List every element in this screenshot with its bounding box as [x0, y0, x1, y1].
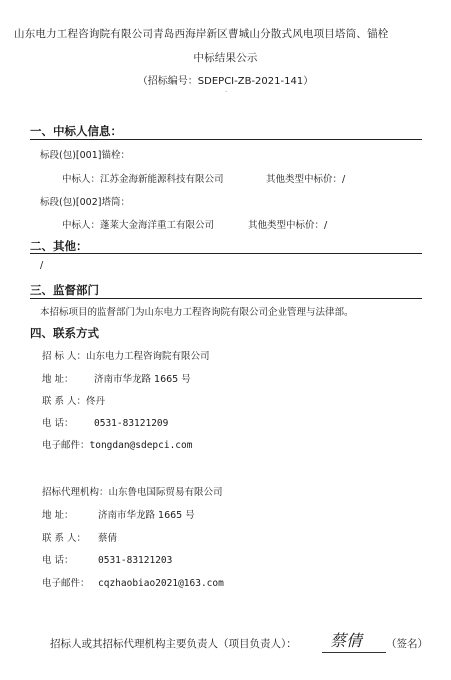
lot-2-other-price: 其他类型中标价：/ — [248, 220, 328, 231]
tenderer-email-row — [42, 437, 192, 451]
signer-statement: 招标人或其招标代理机构主要负责人（项目负责人）： — [50, 638, 297, 650]
page-title: 山东电力工程咨询院有限公司青岛西海岸新区曹城山分散式风电项目塔筒、锚栓 — [14, 28, 389, 40]
sign-suffix: （签名） — [386, 638, 428, 650]
bid-number: （招标编号：SDEPCI-ZB-2021-141） — [137, 76, 314, 87]
agent-email-row — [42, 575, 224, 589]
tenderer-email[interactable]: tongdan@sdepci.com — [89, 440, 193, 451]
section-3-heading: 三、监督部门 — [30, 283, 99, 297]
phone-label: 电 话： — [42, 555, 74, 566]
tenderer-contact-row — [42, 393, 105, 407]
agent-name: 山东鲁电国际贸易有限公司 — [108, 487, 223, 498]
tenderer-phone-row — [42, 415, 168, 429]
agent-phone-row — [42, 552, 172, 566]
contact-label: 联 系 人： — [42, 533, 87, 544]
tenderer-address: 济南市华龙路 1665 号 — [94, 374, 191, 385]
tenderer-phone: 0531-83121209 — [94, 418, 169, 429]
address-label: 地 址： — [42, 510, 74, 521]
section-4-heading: 四、联系方式 — [30, 326, 99, 340]
tenderer-address-row — [42, 371, 191, 385]
tenderer-label: 招 标 人： — [42, 351, 87, 362]
lot-1-other-price: 其他类型中标价：/ — [266, 174, 346, 185]
lot-2-winner: 中标人：蓬莱大金海洋重工有限公司 — [62, 220, 215, 231]
phone-label: 电 话： — [42, 418, 74, 429]
agent-phone: 0531-83121203 — [98, 555, 173, 566]
section-1-heading: 一、中标人信息： — [30, 124, 122, 138]
tenderer-row — [42, 348, 210, 362]
section-3-body: 本招标项目的监督部门为山东电力工程咨询院有限公司企业管理与法律部。 — [40, 307, 354, 318]
agent-contact: 蔡倩 — [98, 533, 118, 544]
handwritten-signature: 蔡倩 — [330, 631, 363, 650]
tenderer-contact: 佟丹 — [86, 396, 106, 407]
contact-label: 联 系 人： — [42, 396, 87, 407]
agent-email[interactable]: cqzhaobiao2021@163.com — [98, 578, 224, 589]
section-2-heading: 二、其他： — [30, 239, 88, 253]
page-subtitle: 中标结果公示 — [193, 52, 258, 64]
decorative-dot: · — [225, 88, 228, 96]
lot-1-label: 标段(包)[001]锚栓： — [40, 150, 130, 161]
agent-label: 招标代理机构： — [42, 487, 109, 498]
agent-contact-row — [42, 530, 117, 544]
section-2-divider — [30, 253, 422, 254]
section-2-body: / — [40, 260, 44, 271]
section-1-divider — [30, 139, 422, 140]
section-3-divider — [30, 298, 422, 299]
email-label: 电子邮件： — [42, 578, 90, 589]
email-label: 电子邮件： — [42, 440, 90, 451]
agent-address: 济南市华龙路 1665 号 — [98, 510, 195, 521]
lot-1-winner: 中标人：江苏金海新能源科技有限公司 — [62, 174, 224, 185]
lot-2-label: 标段(包)[002]塔筒： — [40, 197, 130, 208]
agent-row — [42, 484, 223, 498]
signature-underline — [322, 652, 386, 653]
address-label: 地 址： — [42, 374, 74, 385]
tenderer-name: 山东电力工程咨询院有限公司 — [86, 351, 210, 362]
agent-address-row — [42, 507, 195, 521]
